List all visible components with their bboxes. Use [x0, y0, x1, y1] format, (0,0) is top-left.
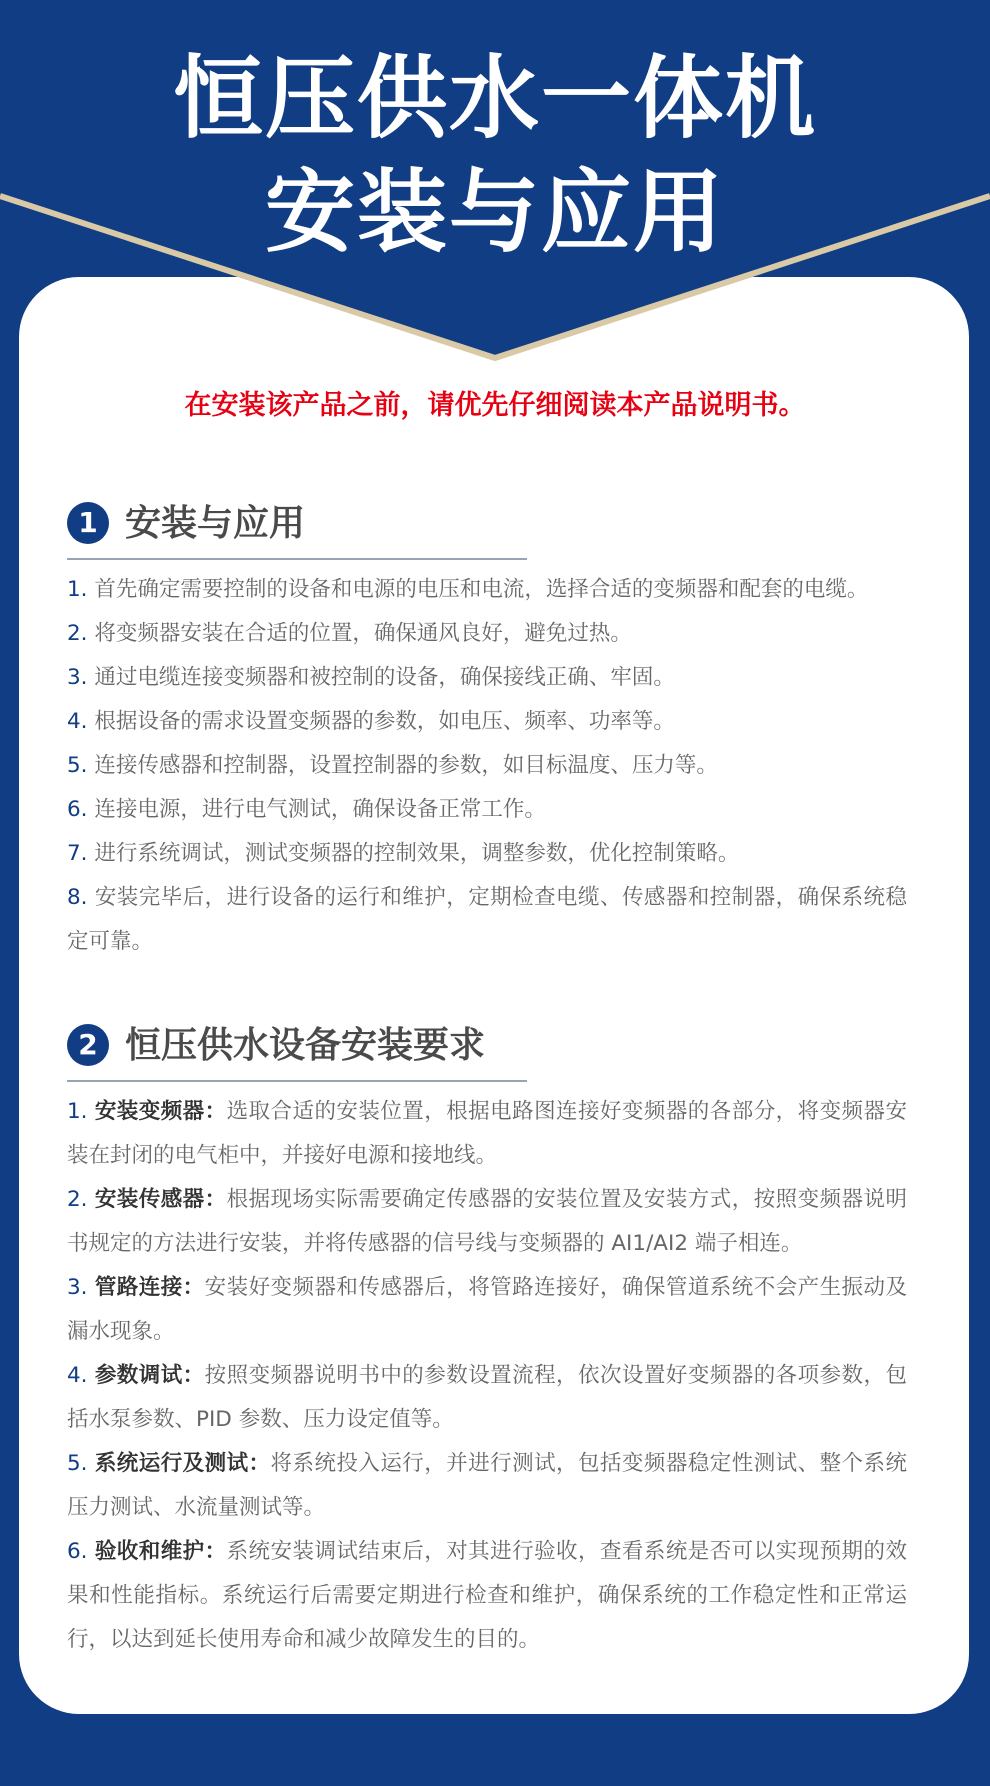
list-item: [67, 744, 907, 788]
section2-title: 恒压供水设备安装要求: [125, 1025, 486, 1066]
item-text: 连接传感器和控制器，设置控制器的参数，如目标温度、压力等。: [94, 753, 718, 778]
item-number: 4.: [67, 709, 88, 734]
section1-title: 安装与应用: [125, 503, 306, 544]
page-title-line2: 安装与应用: [265, 160, 725, 265]
item-heading: 参数调试：: [94, 1363, 205, 1388]
item-number: 4.: [67, 1363, 88, 1388]
item-heading: 管路连接：: [94, 1275, 205, 1300]
list-item: [67, 612, 907, 656]
list-item: [67, 700, 907, 744]
list-item: [67, 1442, 907, 1530]
item-heading: 安装传感器：: [94, 1187, 227, 1212]
list-item: [67, 1178, 907, 1266]
item-text: 根据现场实际需要确定传感器的安装位置及安装方式，按照变频器说明书规定的方法进行安装，并将传感器的信号线与变频器的 AI1/AI2 端子相连。: [67, 1187, 907, 1256]
item-text: 安装完毕后，进行设备的运行和维护，定期检查电缆、传感器和控制器，确保系统稳定可靠。: [67, 885, 907, 954]
item-number: 1.: [67, 1099, 88, 1124]
item-heading: 系统运行及测试：: [94, 1451, 271, 1476]
item-number: 3.: [67, 665, 88, 690]
item-text: 按照变频器说明书中的参数设置流程，依次设置好变频器的各项参数，包括水泵参数、PID 参数、压力设定值等。: [67, 1363, 907, 1432]
item-number: 6.: [67, 797, 88, 822]
item-number: 7.: [67, 841, 88, 866]
item-text: 将变频器安装在合适的位置，确保通风良好，避免过热。: [94, 621, 632, 646]
section1-number-badge: 1: [67, 502, 109, 544]
item-text: 安装好变频器和传感器后，将管路连接好，确保管道系统不会产生振动及漏水现象。: [67, 1275, 907, 1344]
item-number: 3.: [67, 1275, 88, 1300]
list-item: [67, 1090, 907, 1178]
item-number: 2.: [67, 1187, 88, 1212]
notice-text: 在安装该产品之前，请优先仔细阅读本产品说明书。: [184, 390, 806, 421]
list-item: [67, 876, 907, 964]
section2-list: [67, 1090, 907, 1662]
item-text: 将系统投入运行，并进行测试，包括变频器稳定性测试、整个系统压力测试、水流量测试等。: [67, 1451, 907, 1520]
section1-heading: [67, 498, 527, 560]
item-number: 1.: [67, 577, 88, 602]
item-number: 2.: [67, 621, 88, 646]
item-text: 通过电缆连接变频器和被控制的设备，确保接线正确、牢固。: [94, 665, 675, 690]
item-heading: 安装变频器：: [94, 1099, 227, 1124]
item-number: 8.: [67, 885, 88, 910]
item-number: 5.: [67, 753, 88, 778]
list-item: [67, 1530, 907, 1662]
item-text: 根据设备的需求设置变频器的参数，如电压、频率、功率等。: [94, 709, 675, 734]
item-text: 系统安装调试结束后，对其进行验收，查看系统是否可以实现预期的效果和性能指标。系统运行后需要定期进行检查和维护，确保系统的工作稳定性和正常运行，以达到延长使用寿命和减少故障发生的目的。: [67, 1539, 907, 1652]
item-text: 选取合适的安装位置，根据电路图连接好变频器的各部分，将变频器安装在封闭的电气柜中，并接好电源和接地线。: [67, 1099, 907, 1168]
list-item: [67, 788, 907, 832]
item-number: 5.: [67, 1451, 88, 1476]
list-item: [67, 568, 907, 612]
item-heading: 验收和维护：: [94, 1539, 227, 1564]
list-item: [67, 1266, 907, 1354]
list-item: [67, 656, 907, 700]
item-text: 进行系统调试，测试变频器的控制效果，调整参数，优化控制策略。: [94, 841, 740, 866]
list-item: [67, 832, 907, 876]
section2-number-badge: 2: [67, 1024, 109, 1066]
page-title-line1: 恒压供水一体机: [173, 46, 817, 151]
item-text: 连接电源，进行电气测试，确保设备正常工作。: [94, 797, 546, 822]
item-number: 6.: [67, 1539, 88, 1564]
item-text: 首先确定需要控制的设备和电源的电压和电流，选择合适的变频器和配套的电缆。: [94, 577, 869, 602]
list-item: [67, 1354, 907, 1442]
section1-list: [67, 568, 907, 964]
section2-heading: [67, 1020, 527, 1082]
